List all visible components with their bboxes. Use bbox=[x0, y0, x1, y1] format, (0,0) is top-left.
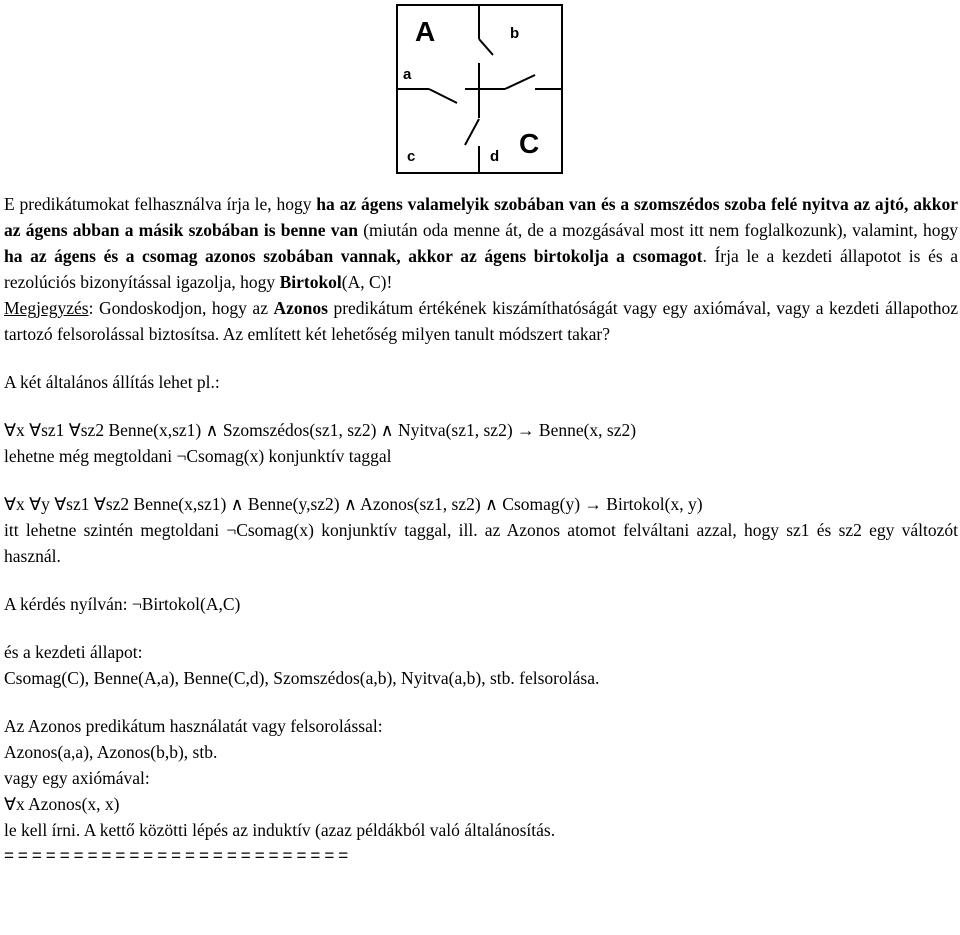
formula-2: ∀x ∀y ∀sz1 ∀sz2 Benne(x,sz1) ∧ Benne(y,sz2) ∧ Azonos(sz1, sz2) ∧ Csomag(y) → Birtokol(x, y) bbox=[4, 494, 703, 514]
note-bold-azonos: Azonos bbox=[273, 298, 328, 318]
task-text-1: E predikátumokat felhasználva írja le, hogy bbox=[4, 194, 317, 214]
task-bold-goal: Birtokol bbox=[279, 272, 342, 292]
room-diagram bbox=[393, 3, 566, 175]
room-label-c: c bbox=[407, 148, 416, 165]
room-label-C: C bbox=[519, 128, 540, 159]
azonos-list: Azonos(a,a), Azonos(b,b), stb. bbox=[4, 742, 218, 762]
room-label-a: a bbox=[403, 66, 412, 83]
initial-state: Csomag(C), Benne(A,a), Benne(C,d), Szomszédos(a,b), Nyitva(a,b), stb. felsorolása. bbox=[4, 668, 600, 688]
closing-line: le kell írni. A kettő közötti lépés az induktív (azaz példákból való általánosítás. bbox=[4, 820, 556, 840]
axiom: ∀x Azonos(x, x) bbox=[4, 794, 120, 814]
task-text-2: (miután oda menne át, de a mozgásával most itt nem foglalkozunk), valamint, hogy bbox=[357, 220, 959, 240]
note-paragraph bbox=[4, 295, 958, 347]
room-label-A: A bbox=[415, 16, 436, 47]
general-statements-heading: A két általános állítás lehet pl.: bbox=[4, 372, 220, 392]
formula-2-note: itt lehetne szintén megtoldani ¬Csomag(x) konjunktív taggal, ill. az Azonos atomot felváltani azzal, hogy sz1 és sz2 egy változót használ. bbox=[4, 520, 958, 566]
task-text-4: (A, C)! bbox=[341, 272, 393, 292]
room-label-b: b bbox=[510, 25, 520, 42]
question-line: A kérdés nyílván: ¬Birtokol(A,C) bbox=[4, 594, 241, 614]
task-bold-rule-1: ha az ágens valamelyik szobában van és a szomszédos szoba felé nyitva az ajtó, akkor az ágens abban a másik szobában is benne van bbox=[4, 194, 958, 240]
azonos-intro: Az Azonos predikátum használatát vagy felsorolással: bbox=[4, 716, 383, 736]
note-text-1: : Gondoskodjon, hogy az bbox=[88, 298, 274, 318]
room-label-d: d bbox=[490, 148, 500, 165]
note-text-2: predikátum értékének kiszámíthatóságát vagy egy axiómával, vagy a kezdeti állapothoz tartozó felsorolással biztosítsa. Az említett két lehetőség milyen tanult módszert takar? bbox=[4, 298, 958, 344]
note-label: Megjegyzés bbox=[4, 298, 89, 318]
task-bold-rule-2: ha az ágens és a csomag azonos szobában vannak, akkor az ágens birtokolja a csomagot bbox=[4, 246, 703, 266]
formula-1: ∀x ∀sz1 ∀sz2 Benne(x,sz1) ∧ Szomszédos(sz1, sz2) ∧ Nyitva(sz1, sz2) → Benne(x, sz2) bbox=[4, 420, 637, 440]
task-paragraph bbox=[4, 191, 958, 295]
task-text-3: . Írja le a kezdeti állapotot is és a rezolúciós bizonyítással igazolja, hogy bbox=[4, 246, 958, 292]
formula-1-note: lehetne még megtoldani ¬Csomag(x) konjunktív taggal bbox=[4, 446, 392, 466]
separator-line: ========================= bbox=[4, 846, 353, 865]
axiom-intro: vagy egy axiómával: bbox=[4, 768, 150, 788]
initial-state-intro: és a kezdeti állapot: bbox=[4, 642, 143, 662]
document-body bbox=[4, 191, 958, 869]
